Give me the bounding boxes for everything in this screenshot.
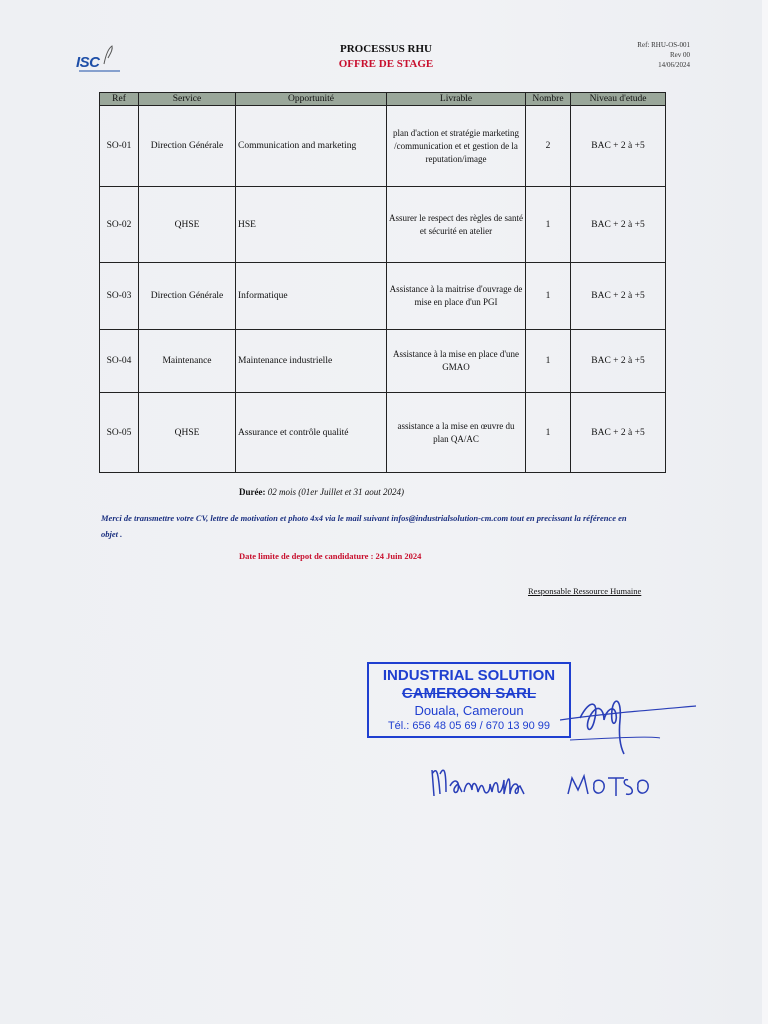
handwritten-name-icon xyxy=(428,760,668,810)
ref-code: Ref: RHU-OS-001 xyxy=(637,41,690,49)
cell-niveau: BAC + 2 à +5 xyxy=(571,106,666,187)
col-ref-header: Ref xyxy=(100,93,139,106)
stamp-line-city: Douala, Cameroun xyxy=(414,703,524,718)
cell-nombre: 1 xyxy=(526,393,571,473)
cell-niveau: BAC + 2 à +5 xyxy=(571,330,666,393)
cell-opportunite: Communication and marketing xyxy=(236,106,387,187)
cell-opportunite: Maintenance industrielle xyxy=(236,330,387,393)
document-subtitle: OFFRE DE STAGE xyxy=(338,58,434,70)
document-title: PROCESSUS RHU xyxy=(340,43,432,55)
signatory-title: Responsable Ressource Humaine xyxy=(528,586,642,596)
cell-ref: SO-03 xyxy=(100,263,139,330)
company-logo xyxy=(76,44,122,74)
stamp-line-phone: Tél.: 656 48 05 69 / 670 13 90 99 xyxy=(387,720,551,732)
cell-ref: SO-01 xyxy=(100,106,139,187)
cell-nombre: 1 xyxy=(526,330,571,393)
logo-swoosh-icon xyxy=(76,44,122,74)
cell-ref: SO-05 xyxy=(100,393,139,473)
duration-note xyxy=(239,487,404,497)
revision: Rev 00 xyxy=(669,51,690,59)
cell-nombre: 2 xyxy=(526,106,571,187)
cell-opportunite: Informatique xyxy=(236,263,387,330)
table-row xyxy=(100,330,666,393)
stamp-line-company: INDUSTRIAL SOLUTION xyxy=(382,667,556,684)
col-livrable-header: Livrable xyxy=(387,93,526,106)
cell-nombre: 1 xyxy=(526,263,571,330)
duration-label: Durée: xyxy=(239,487,266,497)
cell-service: QHSE xyxy=(139,187,236,263)
internship-table xyxy=(99,92,666,473)
stamp-line-sarl: CAMEROON SARL xyxy=(401,685,537,702)
cell-livrable: plan d'action et stratégie marketing /communication et et gestion de la reputation/image xyxy=(387,106,526,187)
col-service-header: Service xyxy=(139,93,236,106)
cell-service: Direction Générale xyxy=(139,106,236,187)
duration-value: 02 mois (01er Juillet et 31 aout 2024) xyxy=(267,487,404,497)
col-opportunite-header: Opportunité xyxy=(236,93,387,106)
cell-livrable: assistance a la mise en œuvre du plan QA/AC xyxy=(387,393,526,473)
document-reference xyxy=(600,40,690,70)
table-row xyxy=(100,106,666,187)
cell-livrable: Assistance à la maitrise d'ouvrage de mise en place d'un PGI xyxy=(387,263,526,330)
issue-date: 14/06/2024 xyxy=(658,61,690,69)
application-deadline: Date limite de depot de candidature : 24 Juin 2024 xyxy=(239,551,422,561)
page-edge xyxy=(762,0,768,1024)
cell-service: QHSE xyxy=(139,393,236,473)
cell-opportunite: HSE xyxy=(236,187,387,263)
cell-niveau: BAC + 2 à +5 xyxy=(571,393,666,473)
logo-text: ISC xyxy=(76,54,100,71)
cell-niveau: BAC + 2 à +5 xyxy=(571,263,666,330)
cell-niveau: BAC + 2 à +5 xyxy=(571,187,666,263)
cell-nombre: 1 xyxy=(526,187,571,263)
table-row xyxy=(100,263,666,330)
table-row xyxy=(100,187,666,263)
cell-ref: SO-02 xyxy=(100,187,139,263)
table-row xyxy=(100,393,666,473)
cell-service: Direction Générale xyxy=(139,263,236,330)
col-nombre-header: Nombre xyxy=(526,93,571,106)
cell-livrable: Assurer le respect des règles de santé et sécurité en atelier xyxy=(387,187,526,263)
application-instructions: Merci de transmettre votre CV, lettre de motivation et photo 4x4 via le mail suivant infos@industrialsolution-cm.com tout en precissant la référence en objet . xyxy=(101,513,627,539)
cell-ref: SO-04 xyxy=(100,330,139,393)
col-niveau-header: Niveau d'etude xyxy=(571,93,666,106)
table-header-row xyxy=(100,93,666,106)
cell-opportunite: Assurance et contrôle qualité xyxy=(236,393,387,473)
signature-icon xyxy=(560,680,710,760)
cell-service: Maintenance xyxy=(139,330,236,393)
company-stamp xyxy=(367,662,571,738)
cell-livrable: Assistance à la mise en place d'une GMAO xyxy=(387,330,526,393)
